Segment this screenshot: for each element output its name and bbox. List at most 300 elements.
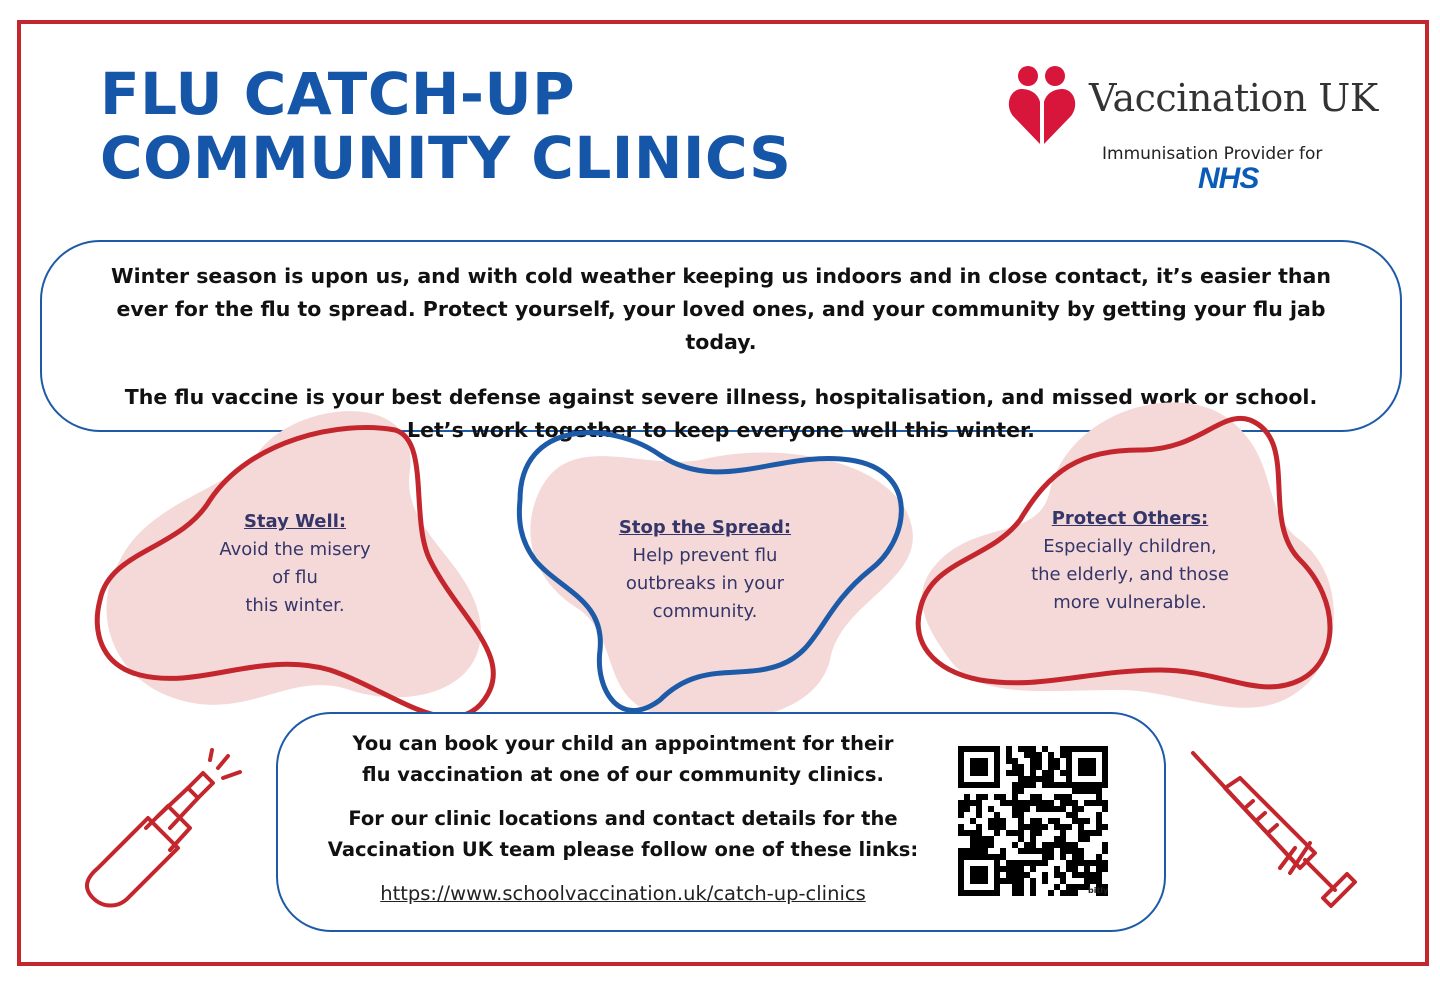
qr-module (1102, 746, 1108, 752)
qr-module (1072, 746, 1078, 752)
qr-module (1036, 758, 1042, 764)
qr-module (958, 884, 964, 890)
qr-module (970, 746, 976, 752)
qr-module (994, 830, 1000, 836)
qr-module (1012, 872, 1018, 878)
qr-module (964, 746, 970, 752)
qr-module (982, 878, 988, 884)
qr-module (1030, 890, 1036, 896)
qr-module (1006, 872, 1012, 878)
qr-module (958, 830, 964, 836)
qr-module (1066, 884, 1072, 890)
title-line-2: COMMUNITY CLINICS (100, 124, 792, 192)
qr-module (958, 782, 964, 788)
qr-module (1084, 764, 1090, 770)
syringe-icon (1185, 748, 1360, 923)
qr-module (1024, 872, 1030, 878)
qr-module (964, 800, 970, 806)
qr-module (1030, 800, 1036, 806)
qr-module (1036, 860, 1042, 866)
qr-module (1090, 878, 1096, 884)
qr-module (1048, 890, 1054, 896)
qr-module (1078, 848, 1084, 854)
qr-module (994, 884, 1000, 890)
qr-module (1060, 836, 1066, 842)
qr-module (1018, 746, 1024, 752)
qr-module (1012, 812, 1018, 818)
qr-module (1072, 860, 1078, 866)
qr-module (1072, 812, 1078, 818)
qr-module (1072, 806, 1078, 812)
qr-module (964, 890, 970, 896)
qr-module (976, 878, 982, 884)
benefit-protect-others (1010, 505, 1250, 617)
qr-module (1102, 770, 1108, 776)
benefit-line: community. (652, 601, 758, 622)
qr-module (1102, 800, 1108, 806)
benefit-heading: Stop the Spread: (618, 517, 792, 538)
qr-module (1096, 746, 1102, 752)
qr-module (982, 758, 988, 764)
qr-module (988, 746, 994, 752)
qr-module (1018, 836, 1024, 842)
qr-module (1084, 782, 1090, 788)
qr-module (1078, 758, 1084, 764)
qr-module (1078, 806, 1084, 812)
qr-module (1018, 818, 1024, 824)
qr-module (1078, 764, 1084, 770)
qr-module (970, 878, 976, 884)
qr-module (1012, 866, 1018, 872)
qr-module (982, 842, 988, 848)
qr-module (994, 866, 1000, 872)
benefit-line: outbreaks in your (625, 573, 785, 594)
qr-module (994, 812, 1000, 818)
qr-module (1060, 752, 1066, 758)
qr-module (1054, 818, 1060, 824)
qr-module (1000, 818, 1006, 824)
qr-module (1048, 776, 1054, 782)
qr-module (988, 806, 994, 812)
qr-module (1018, 776, 1024, 782)
benefit-line: Avoid the misery (219, 539, 371, 560)
qr-module (1078, 830, 1084, 836)
qr-module (1030, 860, 1036, 866)
qr-module (1078, 836, 1084, 842)
qr-module (970, 830, 976, 836)
qr-module (1048, 842, 1054, 848)
qr-module (1048, 854, 1054, 860)
qr-module (1102, 752, 1108, 758)
qr-module (1060, 830, 1066, 836)
qr-module (976, 824, 982, 830)
qr-module (988, 854, 994, 860)
logo-subtitle: Immunisation Provider for (1102, 144, 1323, 164)
qr-module (994, 794, 1000, 800)
qr-module (1042, 848, 1048, 854)
qr-module (1054, 806, 1060, 812)
qr-module (1054, 872, 1060, 878)
qr-module (988, 782, 994, 788)
benefit-line: more vulnerable. (1053, 592, 1207, 613)
qr-module (994, 818, 1000, 824)
qr-module (994, 890, 1000, 896)
qr-module (988, 818, 994, 824)
qr-module (1042, 782, 1048, 788)
qr-module (1084, 860, 1090, 866)
qr-module (1036, 764, 1042, 770)
qr-module (1042, 806, 1048, 812)
qr-module (994, 854, 1000, 860)
benefit-line: this winter. (245, 595, 345, 616)
qr-module (1072, 848, 1078, 854)
qr-module (1030, 824, 1036, 830)
qr-module (1090, 830, 1096, 836)
qr-module (1066, 776, 1072, 782)
qr-module (1096, 830, 1102, 836)
qr-module (1030, 776, 1036, 782)
qr-module (1072, 818, 1078, 824)
qr-module (1024, 842, 1030, 848)
qr-module (958, 860, 964, 866)
qr-module (1096, 878, 1102, 884)
qr-module (1084, 818, 1090, 824)
qr-module (964, 830, 970, 836)
qr-module (958, 746, 964, 752)
qr-module (1078, 854, 1084, 860)
qr-module (976, 770, 982, 776)
qr-module (1060, 872, 1066, 878)
qr-module (1012, 794, 1018, 800)
qr-module (982, 794, 988, 800)
qr-module (1090, 788, 1096, 794)
qr-module (1054, 764, 1060, 770)
qr-module (976, 848, 982, 854)
qr-module (1018, 806, 1024, 812)
qr-module (1060, 824, 1066, 830)
qr-module (1048, 806, 1054, 812)
qr-module (1030, 782, 1036, 788)
qr-module (1042, 800, 1048, 806)
qr-module (1036, 800, 1042, 806)
qr-module (1024, 800, 1030, 806)
title-line-1: FLU CATCH-UP (100, 60, 576, 128)
qr-module (1018, 770, 1024, 776)
qr-module (994, 770, 1000, 776)
qr-module (1066, 866, 1072, 872)
qr-module (1030, 866, 1036, 872)
qr-module (1030, 878, 1036, 884)
qr-module (976, 800, 982, 806)
qr-module (982, 872, 988, 878)
qr-module (1090, 800, 1096, 806)
qr-module (1090, 770, 1096, 776)
qr-module (1042, 878, 1048, 884)
qr-module (1084, 866, 1090, 872)
qr-module (1054, 836, 1060, 842)
qr-module (970, 770, 976, 776)
qr-module (1102, 842, 1108, 848)
qr-code[interactable] (957, 745, 1109, 897)
qr-module (982, 782, 988, 788)
qr-module (994, 878, 1000, 884)
qr-module (1018, 866, 1024, 872)
qr-module (1090, 758, 1096, 764)
qr-module (1036, 752, 1042, 758)
qr-module (1096, 800, 1102, 806)
qr-module (988, 836, 994, 842)
qr-module (1024, 860, 1030, 866)
qr-module (1036, 818, 1042, 824)
qr-module (1066, 752, 1072, 758)
benefit-heading: Protect Others: (1051, 508, 1209, 529)
qr-module (1084, 746, 1090, 752)
qr-module (1072, 890, 1078, 896)
qr-module (1066, 812, 1072, 818)
qr-module (1096, 866, 1102, 872)
qr-module (1012, 806, 1018, 812)
qr-module (1036, 776, 1042, 782)
qr-module (1030, 758, 1036, 764)
qr-module (976, 794, 982, 800)
qr-module (1102, 758, 1108, 764)
qr-module (976, 812, 982, 818)
qr-module (1066, 770, 1072, 776)
qr-module (1060, 890, 1066, 896)
qr-module (1036, 848, 1042, 854)
qr-module (1078, 872, 1084, 878)
qr-module (1066, 842, 1072, 848)
benefit-line: Help prevent flu (632, 545, 778, 566)
qr-module (1102, 860, 1108, 866)
qr-module (1084, 788, 1090, 794)
qr-module (1024, 782, 1030, 788)
qr-module (1018, 782, 1024, 788)
qr-module (1036, 824, 1042, 830)
benefit-line: Especially children, (1043, 536, 1217, 557)
qr-module (970, 872, 976, 878)
qr-module (1096, 794, 1102, 800)
qr-module (1060, 746, 1066, 752)
qr-module (1000, 794, 1006, 800)
qr-module (970, 848, 976, 854)
qr-module (1078, 770, 1084, 776)
qr-module (1060, 878, 1066, 884)
qr-module (1072, 872, 1078, 878)
qr-module (1030, 764, 1036, 770)
benefit-stay-well (195, 508, 395, 620)
qr-module (1060, 848, 1066, 854)
qr-module (1012, 890, 1018, 896)
qr-module (976, 806, 982, 812)
qr-module (1018, 788, 1024, 794)
qr-module (1018, 872, 1024, 878)
qr-module (1060, 800, 1066, 806)
qr-module (1000, 800, 1006, 806)
qr-module (982, 848, 988, 854)
qr-module (1042, 776, 1048, 782)
qr-module (1018, 764, 1024, 770)
qr-module (1048, 752, 1054, 758)
qr-module (1084, 878, 1090, 884)
qr-module (1024, 824, 1030, 830)
qr-module (1042, 824, 1048, 830)
qr-module (988, 824, 994, 830)
qr-module (1102, 866, 1108, 872)
qr-module (994, 872, 1000, 878)
qr-module (1054, 782, 1060, 788)
qr-module (1042, 746, 1048, 752)
qr-module (958, 878, 964, 884)
qr-module (1078, 788, 1084, 794)
catch-up-clinics-link[interactable]: https://www.schoolvaccination.uk/catch-up-clinics (380, 882, 866, 905)
qr-module (982, 764, 988, 770)
qr-module (976, 830, 982, 836)
qr-module (976, 764, 982, 770)
qr-module (958, 764, 964, 770)
qr-module (1090, 764, 1096, 770)
qr-module (1012, 842, 1018, 848)
qr-module (964, 782, 970, 788)
qr-module (1024, 752, 1030, 758)
qr-module (1072, 800, 1078, 806)
qr-module (1066, 746, 1072, 752)
qr-module (970, 758, 976, 764)
qr-module (1072, 884, 1078, 890)
nhs-logo: NHS (1198, 162, 1259, 195)
qr-module (1006, 746, 1012, 752)
qr-module (1012, 782, 1018, 788)
qr-module (970, 854, 976, 860)
qr-module (1102, 824, 1108, 830)
qr-module (976, 842, 982, 848)
qr-module (964, 806, 970, 812)
qr-module (970, 764, 976, 770)
qr-module (994, 752, 1000, 758)
qr-module (1030, 746, 1036, 752)
qr-module (1048, 770, 1054, 776)
qr-module (1054, 842, 1060, 848)
qr-label: bitly (1088, 886, 1109, 895)
qr-module (1090, 746, 1096, 752)
qr-module (982, 890, 988, 896)
qr-module (958, 890, 964, 896)
qr-module (958, 866, 964, 872)
qr-module (994, 758, 1000, 764)
qr-module (1060, 854, 1066, 860)
qr-module (1018, 860, 1024, 866)
qr-module (1096, 788, 1102, 794)
qr-module (1096, 782, 1102, 788)
qr-module (1060, 782, 1066, 788)
qr-module (958, 752, 964, 758)
qr-module (1102, 764, 1108, 770)
benefit-heading: Stay Well: (243, 511, 347, 532)
qr-module (1018, 824, 1024, 830)
qr-module (1000, 878, 1006, 884)
qr-module (1018, 884, 1024, 890)
qr-module (964, 794, 970, 800)
qr-module (1066, 824, 1072, 830)
qr-module (1006, 866, 1012, 872)
qr-module (1006, 800, 1012, 806)
nasal-spray-icon (78, 748, 248, 918)
qr-module (1102, 806, 1108, 812)
qr-module (1054, 758, 1060, 764)
qr-module (994, 824, 1000, 830)
qr-module (1066, 794, 1072, 800)
qr-module (1012, 830, 1018, 836)
qr-module (1096, 818, 1102, 824)
qr-module (982, 746, 988, 752)
qr-module (982, 866, 988, 872)
qr-module (982, 854, 988, 860)
qr-module (982, 836, 988, 842)
qr-module (1012, 860, 1018, 866)
intro-paragraph-2-line-2: Let’s work together to keep everyone well this winter. (407, 418, 1035, 442)
qr-module (988, 890, 994, 896)
qr-module (1018, 812, 1024, 818)
qr-module (970, 842, 976, 848)
qr-module (970, 782, 976, 788)
qr-module (1006, 830, 1012, 836)
qr-module (1030, 848, 1036, 854)
qr-module (1066, 848, 1072, 854)
qr-module (1030, 794, 1036, 800)
qr-module (1012, 878, 1018, 884)
qr-module (958, 872, 964, 878)
qr-module (1102, 776, 1108, 782)
qr-module (976, 890, 982, 896)
qr-module (1078, 782, 1084, 788)
qr-module (1012, 800, 1018, 806)
qr-module (1036, 794, 1042, 800)
qr-module (1000, 848, 1006, 854)
qr-module (1084, 836, 1090, 842)
qr-module (1084, 872, 1090, 878)
qr-module (1096, 854, 1102, 860)
qr-module (1024, 746, 1030, 752)
qr-module (1066, 890, 1072, 896)
qr-module (1018, 848, 1024, 854)
qr-module (976, 836, 982, 842)
qr-module (1060, 794, 1066, 800)
qr-module (994, 860, 1000, 866)
qr-module (1102, 848, 1108, 854)
qr-module (1072, 866, 1078, 872)
qr-module (964, 848, 970, 854)
qr-module (958, 848, 964, 854)
qr-module (958, 770, 964, 776)
qr-module (1072, 854, 1078, 860)
qr-module (958, 776, 964, 782)
qr-module (1042, 770, 1048, 776)
qr-module (1084, 758, 1090, 764)
qr-module (1084, 770, 1090, 776)
qr-module (1042, 842, 1048, 848)
qr-module (976, 872, 982, 878)
qr-module (1018, 830, 1024, 836)
qr-module (1102, 782, 1108, 788)
qr-module (994, 764, 1000, 770)
qr-module (1030, 818, 1036, 824)
qr-module (1066, 860, 1072, 866)
qr-module (994, 776, 1000, 782)
qr-module (976, 854, 982, 860)
qr-module (1078, 824, 1084, 830)
qr-module (1072, 782, 1078, 788)
qr-module (1030, 770, 1036, 776)
